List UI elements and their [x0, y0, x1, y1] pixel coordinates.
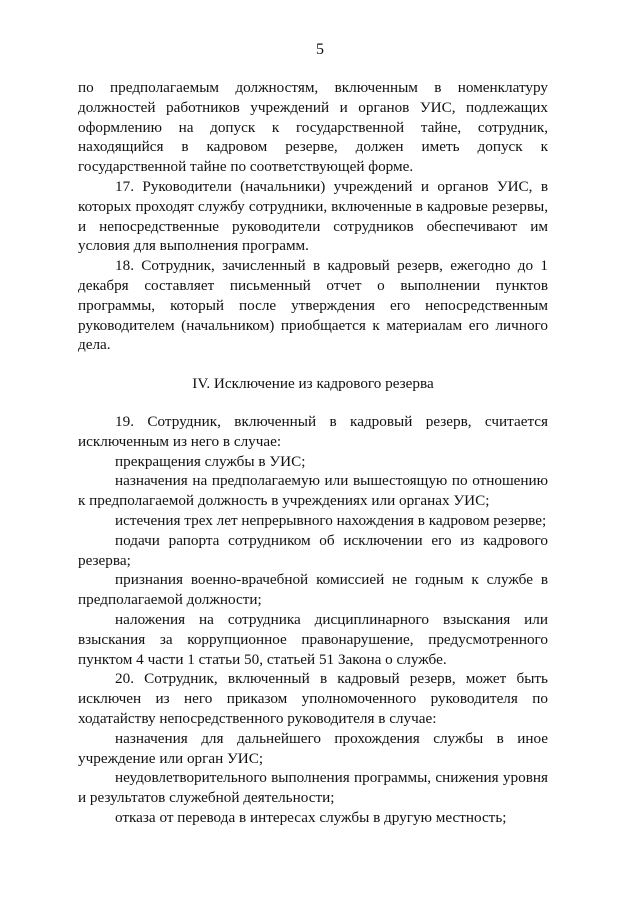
list-item: назначения на предполагаемую или вышестоящую по отношению к предполагаемой должность в учреждениях или органах УИС;: [78, 472, 548, 510]
list-item: наложения на сотрудника дисциплинарного взыскания или взыскания за коррупционное правонарушение, предусмотренного пунктом 4 части 1 статьи 50, статьей 51 Закона о службе.: [78, 610, 548, 668]
paragraph-20: 20. Сотрудник, включенный в кадровый резерв, может быть исключен из него приказом уполномоченного руководителя по ходатайству непосредственного руководителя в случае:: [78, 670, 548, 727]
paragraph-17: 17. Руководители (начальники) учреждений и органов УИС, в которых проходят службу сотрудники, включенные в кадровые резервы, и непосредственные руководители сотрудников обеспечивают им условия для выполнения программ.: [78, 177, 548, 255]
paragraph-18: 18. Сотрудник, зачисленный в кадровый резерв, ежегодно до 1 декабря составляет письменный отчет о выполнении пунктов программы, который после утверждения его непосредственным руководителем (начальником) приобщается к материалам его личного дела.: [78, 257, 548, 354]
list-item: неудовлетворительного выполнения программы, снижения уровня и результатов служебной деятельности;: [78, 769, 548, 807]
paragraph-continuation: по предполагаемым должностям, включенным в номенклатуру должностей работников учреждений и органов УИС, подлежащих оформлению на допуск к государственной тайне, сотрудник, находящийся в кадровом резерве, должен иметь допуск к государственной тайне по соответствующей форме.: [78, 79, 548, 176]
paragraph-19: 19. Сотрудник, включенный в кадровый резерв, считается исключенным из него в случае:: [78, 412, 548, 450]
list-item: подачи рапорта сотрудником об исключении его из кадрового резерва;: [78, 531, 548, 569]
section-heading: IV. Исключение из кадрового резерва: [192, 375, 434, 393]
list-item: прекращения службы в УИС;: [115, 452, 306, 470]
page-number: 5: [316, 41, 324, 58]
list-item: истечения трех лет непрерывного нахождения в кадровом резерве;: [115, 511, 547, 529]
list-item: назначения для дальнейшего прохождения службы в иное учреждение или орган УИС;: [78, 729, 548, 767]
list-item: признания военно-врачебной комиссией не годным к службе в предполагаемой должности;: [78, 571, 548, 609]
document-body: [78, 78, 548, 828]
list-item: отказа от перевода в интересах службы в другую местность;: [115, 808, 507, 826]
